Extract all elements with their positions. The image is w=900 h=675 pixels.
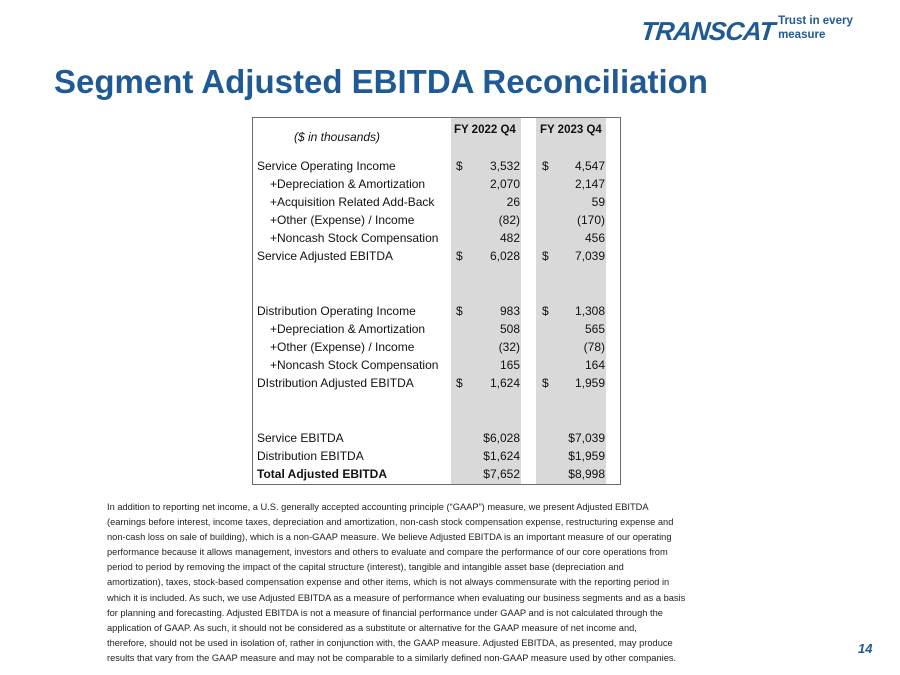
value-fy2022-q4: (32) bbox=[498, 340, 520, 354]
value-fy2023-q4: 164 bbox=[584, 358, 605, 372]
transcat-logo bbox=[639, 15, 900, 46]
disclosure-line: non-cash loss on sale of building), which is a non-GAAP measure. We believe Adjusted EBITDA is an important measure of our operating bbox=[107, 532, 672, 543]
disclosure-line: performance because it allows management, investors and others to evaluate and compare the performance of our core operations from bbox=[107, 547, 668, 558]
dollar-sign: $ bbox=[542, 376, 549, 390]
value-fy2022-q4: (82) bbox=[498, 213, 520, 227]
row-label: Distribution EBITDA bbox=[257, 449, 364, 463]
row-label: DIstribution Adjusted EBITDA bbox=[257, 376, 414, 390]
value-fy2023-q4: 4,547 bbox=[574, 159, 605, 173]
row-label: +Other (Expense) / Income bbox=[270, 340, 415, 354]
value-fy2022-q4: 26 bbox=[506, 195, 520, 209]
row-label: Total Adjusted EBITDA bbox=[257, 467, 387, 481]
disclosure-line: period to period by removing the impact of the capital structure (interest), tangible and intangible asset base (depreciation and bbox=[107, 562, 624, 573]
row-label: +Noncash Stock Compensation bbox=[270, 231, 439, 245]
row-label: Service Operating Income bbox=[257, 159, 396, 173]
dollar-sign: $ bbox=[456, 376, 463, 390]
value-fy2023-q4: 456 bbox=[584, 231, 605, 245]
row-label: +Depreciation & Amortization bbox=[270, 322, 426, 336]
disclosure-line: results that vary from the GAAP measure and may not be comparable to a similarly defined non-GAAP measure used by other companies. bbox=[107, 652, 677, 663]
value-fy2022-q4: $1,624 bbox=[483, 449, 520, 463]
row-label: +Depreciation & Amortization bbox=[270, 177, 426, 191]
row-label: Service Adjusted EBITDA bbox=[257, 249, 394, 263]
value-fy2023-q4: (170) bbox=[576, 213, 605, 227]
non-gaap-disclosure bbox=[107, 500, 822, 666]
value-fy2023-q4: (78) bbox=[583, 340, 605, 354]
value-fy2023-q4: $1,959 bbox=[568, 449, 605, 463]
disclosure-line: which it is included. As such, we use Adjusted EBITDA as a measure of performance when evaluating our business segments and as a basis bbox=[107, 592, 686, 603]
value-fy2022-q4: 6,028 bbox=[489, 249, 520, 263]
value-fy2022-q4: 508 bbox=[499, 322, 520, 336]
dollar-sign: $ bbox=[456, 159, 463, 173]
value-fy2022-q4: 2,070 bbox=[489, 177, 520, 191]
value-fy2022-q4: $7,652 bbox=[483, 467, 520, 481]
value-fy2022-q4: 165 bbox=[499, 358, 520, 372]
value-fy2023-q4: 2,147 bbox=[574, 177, 605, 191]
dollar-sign: $ bbox=[542, 159, 549, 173]
disclosure-line: In addition to reporting net income, a U.S. generally accepted accounting principle (“GAAP”) measure, we present Adjusted EBITDA bbox=[107, 502, 649, 512]
slide-title: Segment Adjusted EBITDA Reconciliation bbox=[54, 63, 708, 100]
row-label: Distribution Operating Income bbox=[257, 304, 416, 318]
logo-wordmark: TRANSCAT bbox=[639, 16, 776, 46]
column-header-fy2023-q4: FY 2023 Q4 bbox=[540, 124, 602, 136]
disclosure-line: for planning and forecasting. Adjusted EBITDA is not a measure of financial performance under GAAP and is not calculated through the bbox=[107, 607, 663, 618]
value-fy2022-q4: $6,028 bbox=[483, 431, 520, 445]
value-fy2023-q4: $7,039 bbox=[568, 431, 605, 445]
page-number: 14 bbox=[858, 641, 873, 656]
value-fy2023-q4: $8,998 bbox=[568, 467, 605, 481]
value-fy2023-q4: 7,039 bbox=[574, 249, 605, 263]
disclosure-line: application of GAAP. As such, it should not be considered as a substitute or alternative for the GAAP measure of net income and, bbox=[107, 622, 637, 633]
row-label: +Acquisition Related Add-Back bbox=[270, 195, 435, 209]
units-label: ($ in thousands) bbox=[294, 130, 381, 144]
disclosure-line: (earnings before interest, income taxes, depreciation and amortization, non-cash stock compensation expense, restructuring expense and bbox=[107, 517, 674, 528]
dollar-sign: $ bbox=[456, 249, 463, 263]
value-fy2022-q4: 482 bbox=[499, 231, 520, 245]
logo-tagline: Trust in every measure bbox=[778, 15, 853, 41]
dollar-sign: $ bbox=[542, 249, 549, 263]
column-header-fy2022-q4: FY 2022 Q4 bbox=[454, 124, 516, 136]
value-fy2022-q4: 3,532 bbox=[489, 159, 520, 173]
ebitda-reconciliation-table bbox=[252, 117, 621, 485]
value-fy2023-q4: 1,308 bbox=[574, 304, 605, 318]
dollar-sign: $ bbox=[456, 304, 463, 318]
disclosure-line: amortization), taxes, stock-based compensation expense and other items, which is not always commensurate with the reporting period in bbox=[107, 577, 670, 588]
value-fy2022-q4: 983 bbox=[499, 304, 520, 318]
row-label: Service EBITDA bbox=[257, 431, 344, 445]
value-fy2023-q4: 565 bbox=[584, 322, 605, 336]
value-fy2023-q4: 59 bbox=[591, 195, 605, 209]
disclosure-line: therefore, should not be used in isolation of, rather in conjunction with, the GAAP measure. Adjusted EBITDA, as presented, may produce bbox=[107, 637, 673, 648]
value-fy2022-q4: 1,624 bbox=[489, 376, 520, 390]
value-fy2023-q4: 1,959 bbox=[574, 376, 605, 390]
dollar-sign: $ bbox=[542, 304, 549, 318]
row-label: +Noncash Stock Compensation bbox=[270, 358, 439, 372]
row-label: +Other (Expense) / Income bbox=[270, 213, 415, 227]
